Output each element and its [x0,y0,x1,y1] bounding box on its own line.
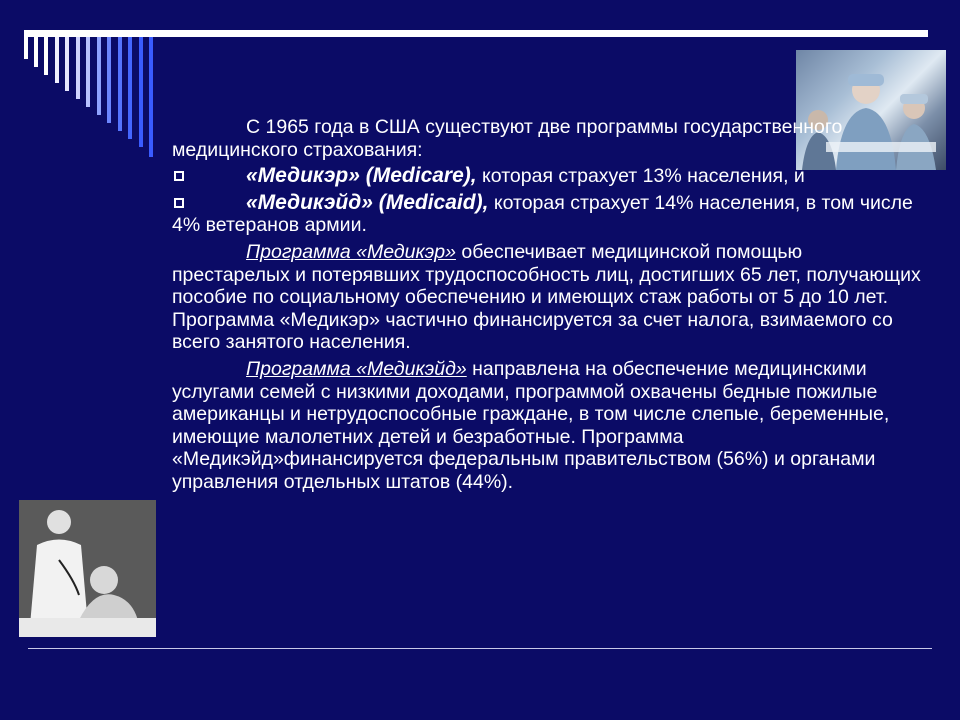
doctor-with-baby-photo [19,500,156,637]
top-rule [24,30,928,37]
stripe [34,37,38,67]
medicare-paragraph [172,241,924,354]
square-bullet-icon [172,165,246,188]
stripe [128,37,132,139]
medicaid-paragraph-text: направлена на обеспечение медицинскими услугами семей с низкими доходами, программой охвачены бедные пожилые американцы и нетрудоспособные граждане, в том числе слепые, беременные, имеющие малолетних детей и безработные. Программа «Медикэйд»финансируется федеральным правительством (56%) и органами управления отдельных штатов (44%). [172,357,890,493]
bullet-medicaid [172,192,924,237]
bullet-medicare [172,165,924,188]
stripe [44,37,48,75]
stripe [139,37,143,147]
medicare-paragraph-text: обеспечивает медицинской помощью престарелых и потерявших трудоспособность лиц, достигших 65 лет, получающих пособие по социальному обеспечению и имеющих стаж работы от 5 до 10 лет. Программа «Медикэр» частично финансируется за счет налога, взимаемого со всего занятого населения. [172,240,921,354]
stripe [118,37,122,131]
slide-content [172,116,924,494]
medicare-title: «Медикэр» (Medicare), [246,164,477,188]
stripe [86,37,90,107]
medicaid-title: «Медикэйд» (Medicaid), [246,190,489,214]
medicaid-program-link: Программа «Медикэйд» [246,357,467,380]
stripe [65,37,69,91]
stripe [149,37,153,157]
doctor-baby-scene-icon [19,500,156,637]
bottom-rule [28,648,932,649]
medicaid-text: которая страхует 14% населения, в том числе 4% ветеранов армии. [172,191,913,237]
medicaid-paragraph [172,358,924,494]
square-bullet-icon [172,192,246,215]
stripe [24,37,28,59]
medicare-program-link: Программа «Медикэр» [246,240,456,263]
stripe [55,37,59,83]
stripe [76,37,80,99]
stripe [97,37,101,115]
intro-paragraph [172,116,924,161]
intro-text: С 1965 года в США существуют две программы государственного медицинского страхования: [172,116,843,161]
stripe [107,37,111,123]
medicare-text: которая страхует 13% населения, и [476,165,805,188]
